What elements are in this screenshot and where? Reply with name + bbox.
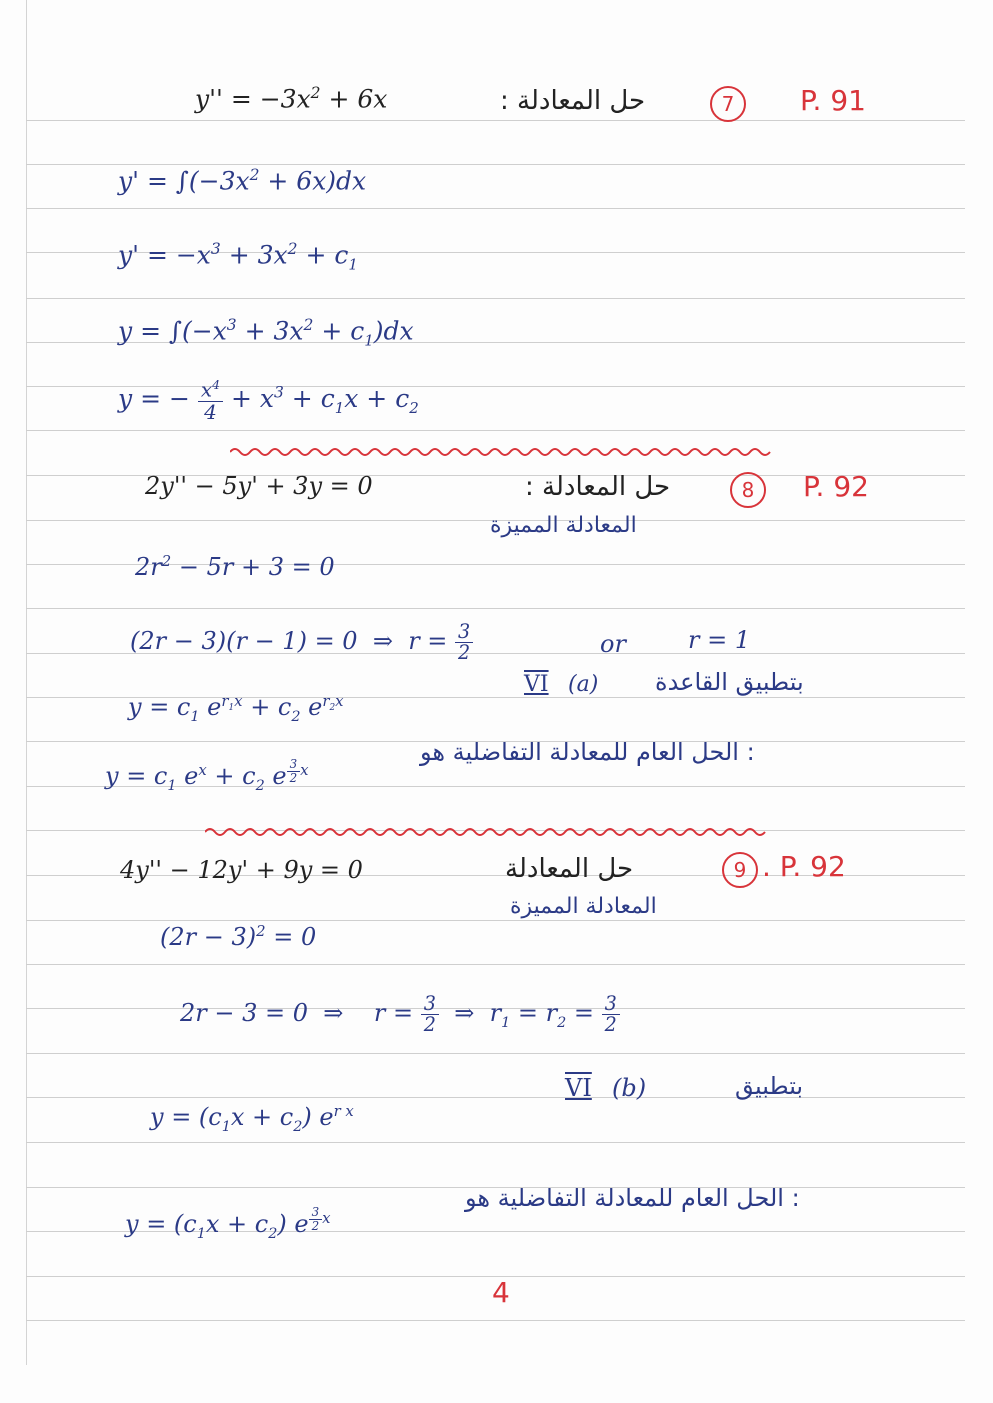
problem8-arabic-general-solution: : الحل العام للمعادلة التفاضلية هو	[420, 738, 755, 766]
problem8-page-ref: P. 92	[803, 470, 869, 503]
ruled-line	[26, 920, 965, 921]
problem9-page-ref: . P. 92	[762, 850, 846, 883]
problem8-number-circle: 8	[730, 472, 766, 508]
problem9-root: 2r − 3 = 0 ⇒ r = $\frac{3}{2}$ ⇒ $r_1 = r_2$ = $\frac{3}{2}$	[180, 994, 620, 1035]
problem9-char-equation: $(2r - 3)^2 = 0$	[160, 922, 317, 951]
problem9-arabic-label: حل المعادلة	[505, 854, 634, 884]
problem8-solution: $y = c_1$ $e^x + c_2$ e $^{\frac{3}{2} x}$	[105, 757, 309, 794]
problem8-equation: 2y'' − 5y' + 3y = 0	[145, 472, 373, 500]
ruled-line	[26, 164, 965, 165]
separator-wavy-line	[205, 826, 775, 838]
problem7-arabic-label: حل المعادلة :	[500, 86, 646, 116]
ruled-line	[26, 1053, 965, 1054]
page-number: 4	[492, 1276, 510, 1309]
ruled-line	[26, 120, 965, 121]
ruled-line	[26, 430, 965, 431]
problem8-roman: VI	[524, 672, 549, 697]
problem9-arabic-general-solution: : الحل العام للمعادلة التفاضلية هو	[465, 1184, 800, 1212]
ruled-line	[26, 298, 965, 299]
separator-wavy-line	[230, 446, 780, 458]
problem8-arabic-apply-rule: بتطبيق القاعدة	[655, 668, 804, 696]
problem9-roman: VI	[565, 1074, 592, 1102]
ruled-line	[26, 1097, 965, 1098]
problem9-solution: $y = (c_1x + c_2)$ e $^{\frac{3}{2} x}$	[125, 1205, 331, 1242]
problem9-equation: 4y'' − 12y' + 9y = 0	[120, 856, 363, 884]
problem7-page-ref: P. 91	[800, 84, 866, 117]
ruled-line	[26, 208, 965, 209]
problem9-general-form: $y = (c_1x + c_2)$ $e^{r x}$	[150, 1102, 354, 1135]
problem9-number-circle: 9	[722, 852, 758, 888]
problem9-arabic-char-eq: المعادلة المميزة	[510, 894, 657, 919]
problem8-char-equation: $2r^2 - 5r + 3 = 0$	[135, 552, 335, 581]
problem8-arabic-label: حل المعادلة :	[525, 472, 671, 502]
problem8-factored: (2r − 3)(r − 1) = 0 ⇒ r = $\frac{3}{2}$	[130, 622, 473, 663]
ruled-line	[26, 1142, 965, 1143]
problem7-step3: $y = \int(-x^3 + 3x^2 + c_1)dx$	[118, 316, 414, 350]
problem7-step2: $y' = -x^3 + 3x^2 + c_1$	[118, 240, 358, 274]
ruled-line	[26, 1320, 965, 1321]
ruled-line	[26, 608, 965, 609]
problem8-case: (a)	[568, 672, 599, 697]
problem7-step4: y = − $\frac{x^4}{4}$ + $x^3 + c_1x + c_2$	[118, 377, 419, 424]
problem8-or-word: or	[600, 630, 626, 658]
problem8-general-form: $y = c_1$ $e^{r_1x} + c_2$ $e^{r_2x}$	[128, 692, 344, 725]
problem9-case: (b)	[612, 1074, 647, 1102]
margin-line	[26, 0, 27, 1365]
ruled-line	[26, 964, 965, 965]
problem7-number-circle: 7	[710, 86, 746, 122]
problem8-r-value: r = 1	[688, 626, 751, 654]
problem9-arabic-apply: بتطبيق	[735, 1072, 804, 1100]
problem7-equation: $y'' = -3x^2 + 6x$	[195, 84, 388, 114]
problem8-arabic-char-eq: المعادلة المميزة	[490, 513, 637, 538]
problem7-step1: $y' = \int(-3x^2 + 6x)dx$	[118, 166, 367, 196]
